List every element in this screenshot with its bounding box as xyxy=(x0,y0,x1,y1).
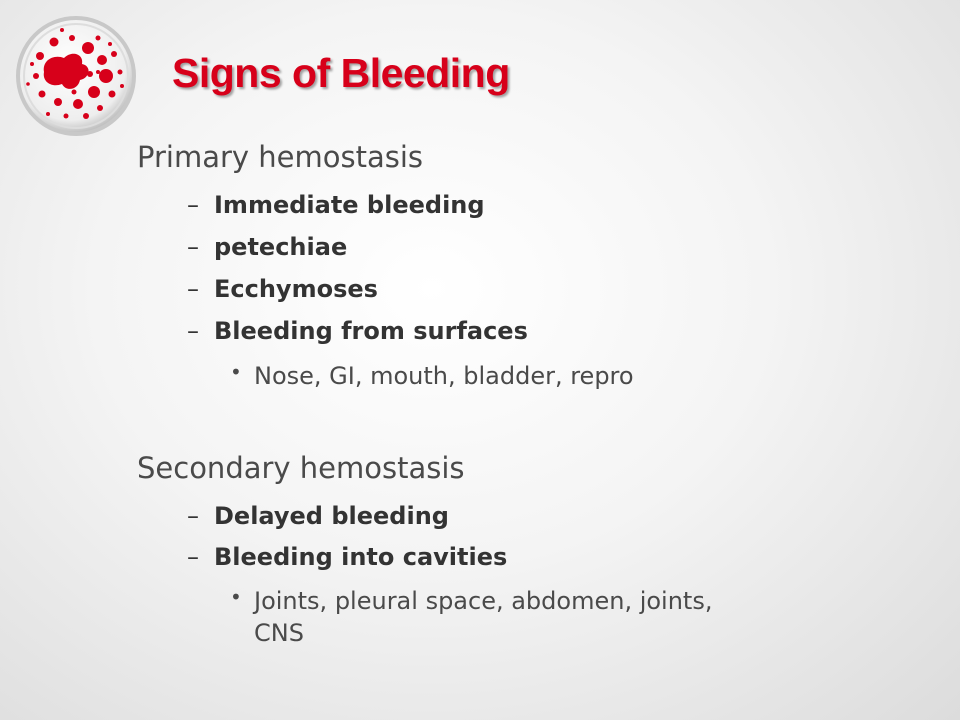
list-item-text: Bleeding from surfaces xyxy=(214,317,528,345)
bullet-marker: • xyxy=(230,360,242,384)
section-heading-primary-hemostasis: Primary hemostasis xyxy=(137,140,424,174)
dash-marker: – xyxy=(187,275,199,303)
list-item xyxy=(187,317,528,345)
list-item xyxy=(187,543,507,571)
sub-list-item xyxy=(230,585,770,649)
list-item xyxy=(187,191,485,219)
list-item-text: petechiae xyxy=(214,233,348,261)
dash-marker: – xyxy=(187,317,199,345)
section-heading-secondary-hemostasis: Secondary hemostasis xyxy=(137,451,465,485)
bullet-marker: • xyxy=(230,585,242,609)
list-item-text: Bleeding into cavities xyxy=(214,543,508,571)
blood-splatter-logo-icon xyxy=(14,14,138,138)
list-item xyxy=(187,275,378,303)
dash-marker: – xyxy=(187,543,199,571)
list-item xyxy=(187,233,347,261)
list-item xyxy=(187,502,449,530)
sub-list-item-text: Nose, GI, mouth, bladder, repro xyxy=(254,362,634,390)
dash-marker: – xyxy=(187,502,199,530)
list-item-text: Ecchymoses xyxy=(214,275,378,303)
slide-title: Signs of Bleeding xyxy=(172,50,510,96)
list-item-text: Immediate bleeding xyxy=(214,191,485,219)
dash-marker: – xyxy=(187,191,199,219)
dash-marker: – xyxy=(187,233,199,261)
list-item-text: Delayed bleeding xyxy=(214,502,449,530)
sub-list-item-text: Joints, pleural space, abdomen, joints, CNS xyxy=(254,587,713,647)
sub-list-item xyxy=(230,360,750,392)
